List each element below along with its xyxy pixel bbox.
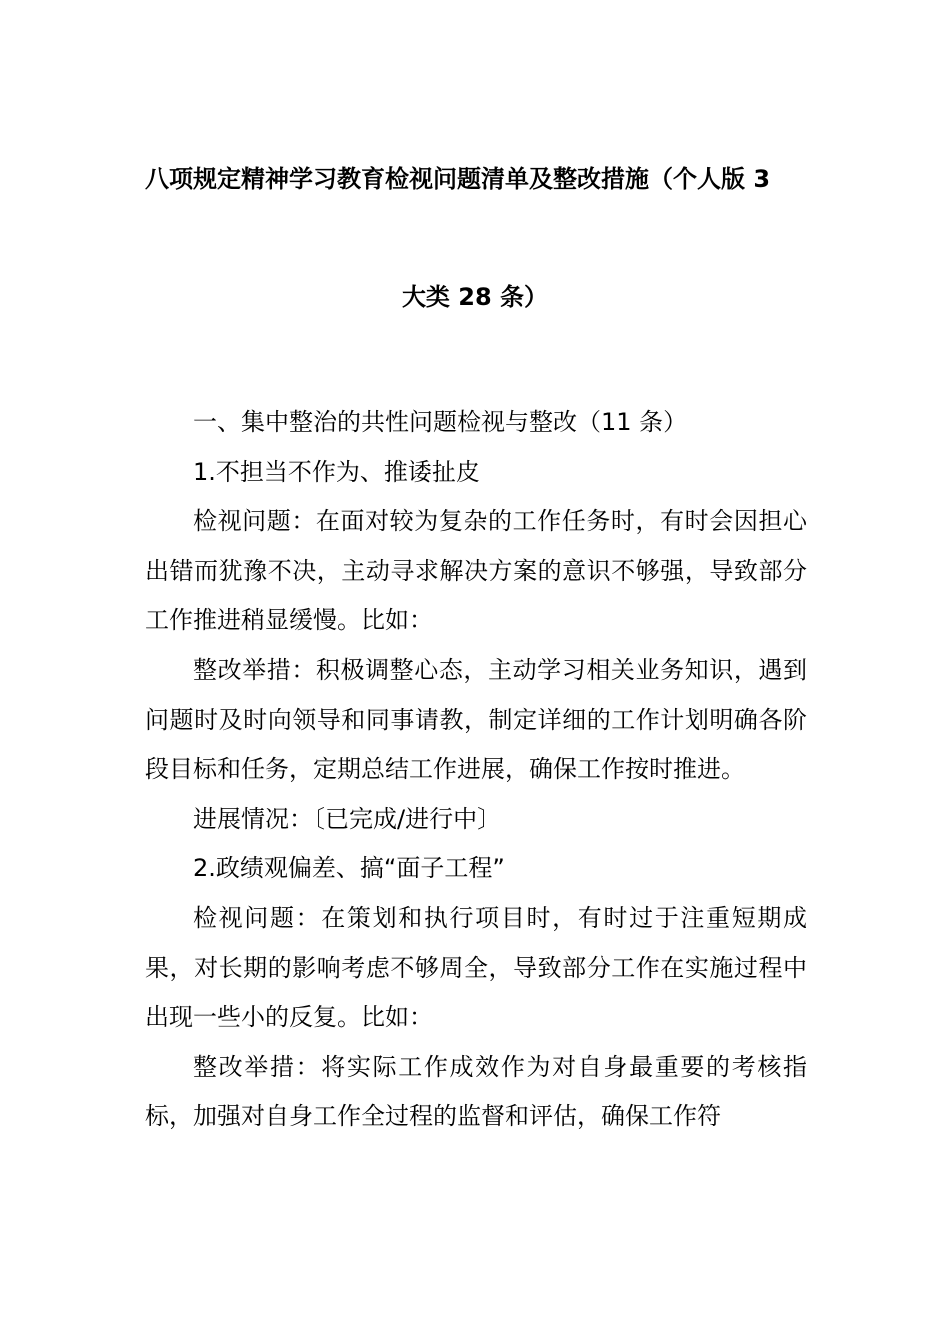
document-title-line-2: 大类 28 条）	[401, 283, 549, 311]
item-heading: 1.不担当不作为、推诿扯皮	[193, 457, 480, 486]
item-heading: 2.政绩观偏差、搞“面子工程”	[193, 854, 505, 883]
measure-paragraph: 整改举措：将实际工作成效作为对自身最重要的考核指标，加强对自身工作全过程的监督和评估，确保工作符	[145, 1052, 807, 1131]
document-body	[145, 398, 807, 1142]
issue-paragraph: 检视问题：在面对较为复杂的工作任务时，有时会因担心出错而犹豫不决，主动寻求解决方案的意识不够强，导致部分工作推进稍显缓慢。比如：	[145, 507, 807, 635]
section-heading: 一、集中整治的共性问题检视与整改（11 条）	[193, 408, 688, 436]
progress-paragraph: 进展情况：〔已完成/进行中〕	[193, 804, 502, 833]
document-title-line-1: 八项规定精神学习教育检视问题清单及整改措施（个人版 3	[145, 165, 771, 193]
issue-paragraph: 检视问题：在策划和执行项目时，有时过于注重短期成果，对长期的影响考虑不够周全，导致部分工作在实施过程中出现一些小的反复。比如：	[145, 903, 807, 1032]
measure-paragraph: 整改举措：积极调整心态，主动学习相关业务知识，遇到问题时及时向领导和同事请教，制定详细的工作计划明确各阶段目标和任务，定期总结工作进展，确保工作按时推进。	[145, 655, 807, 784]
